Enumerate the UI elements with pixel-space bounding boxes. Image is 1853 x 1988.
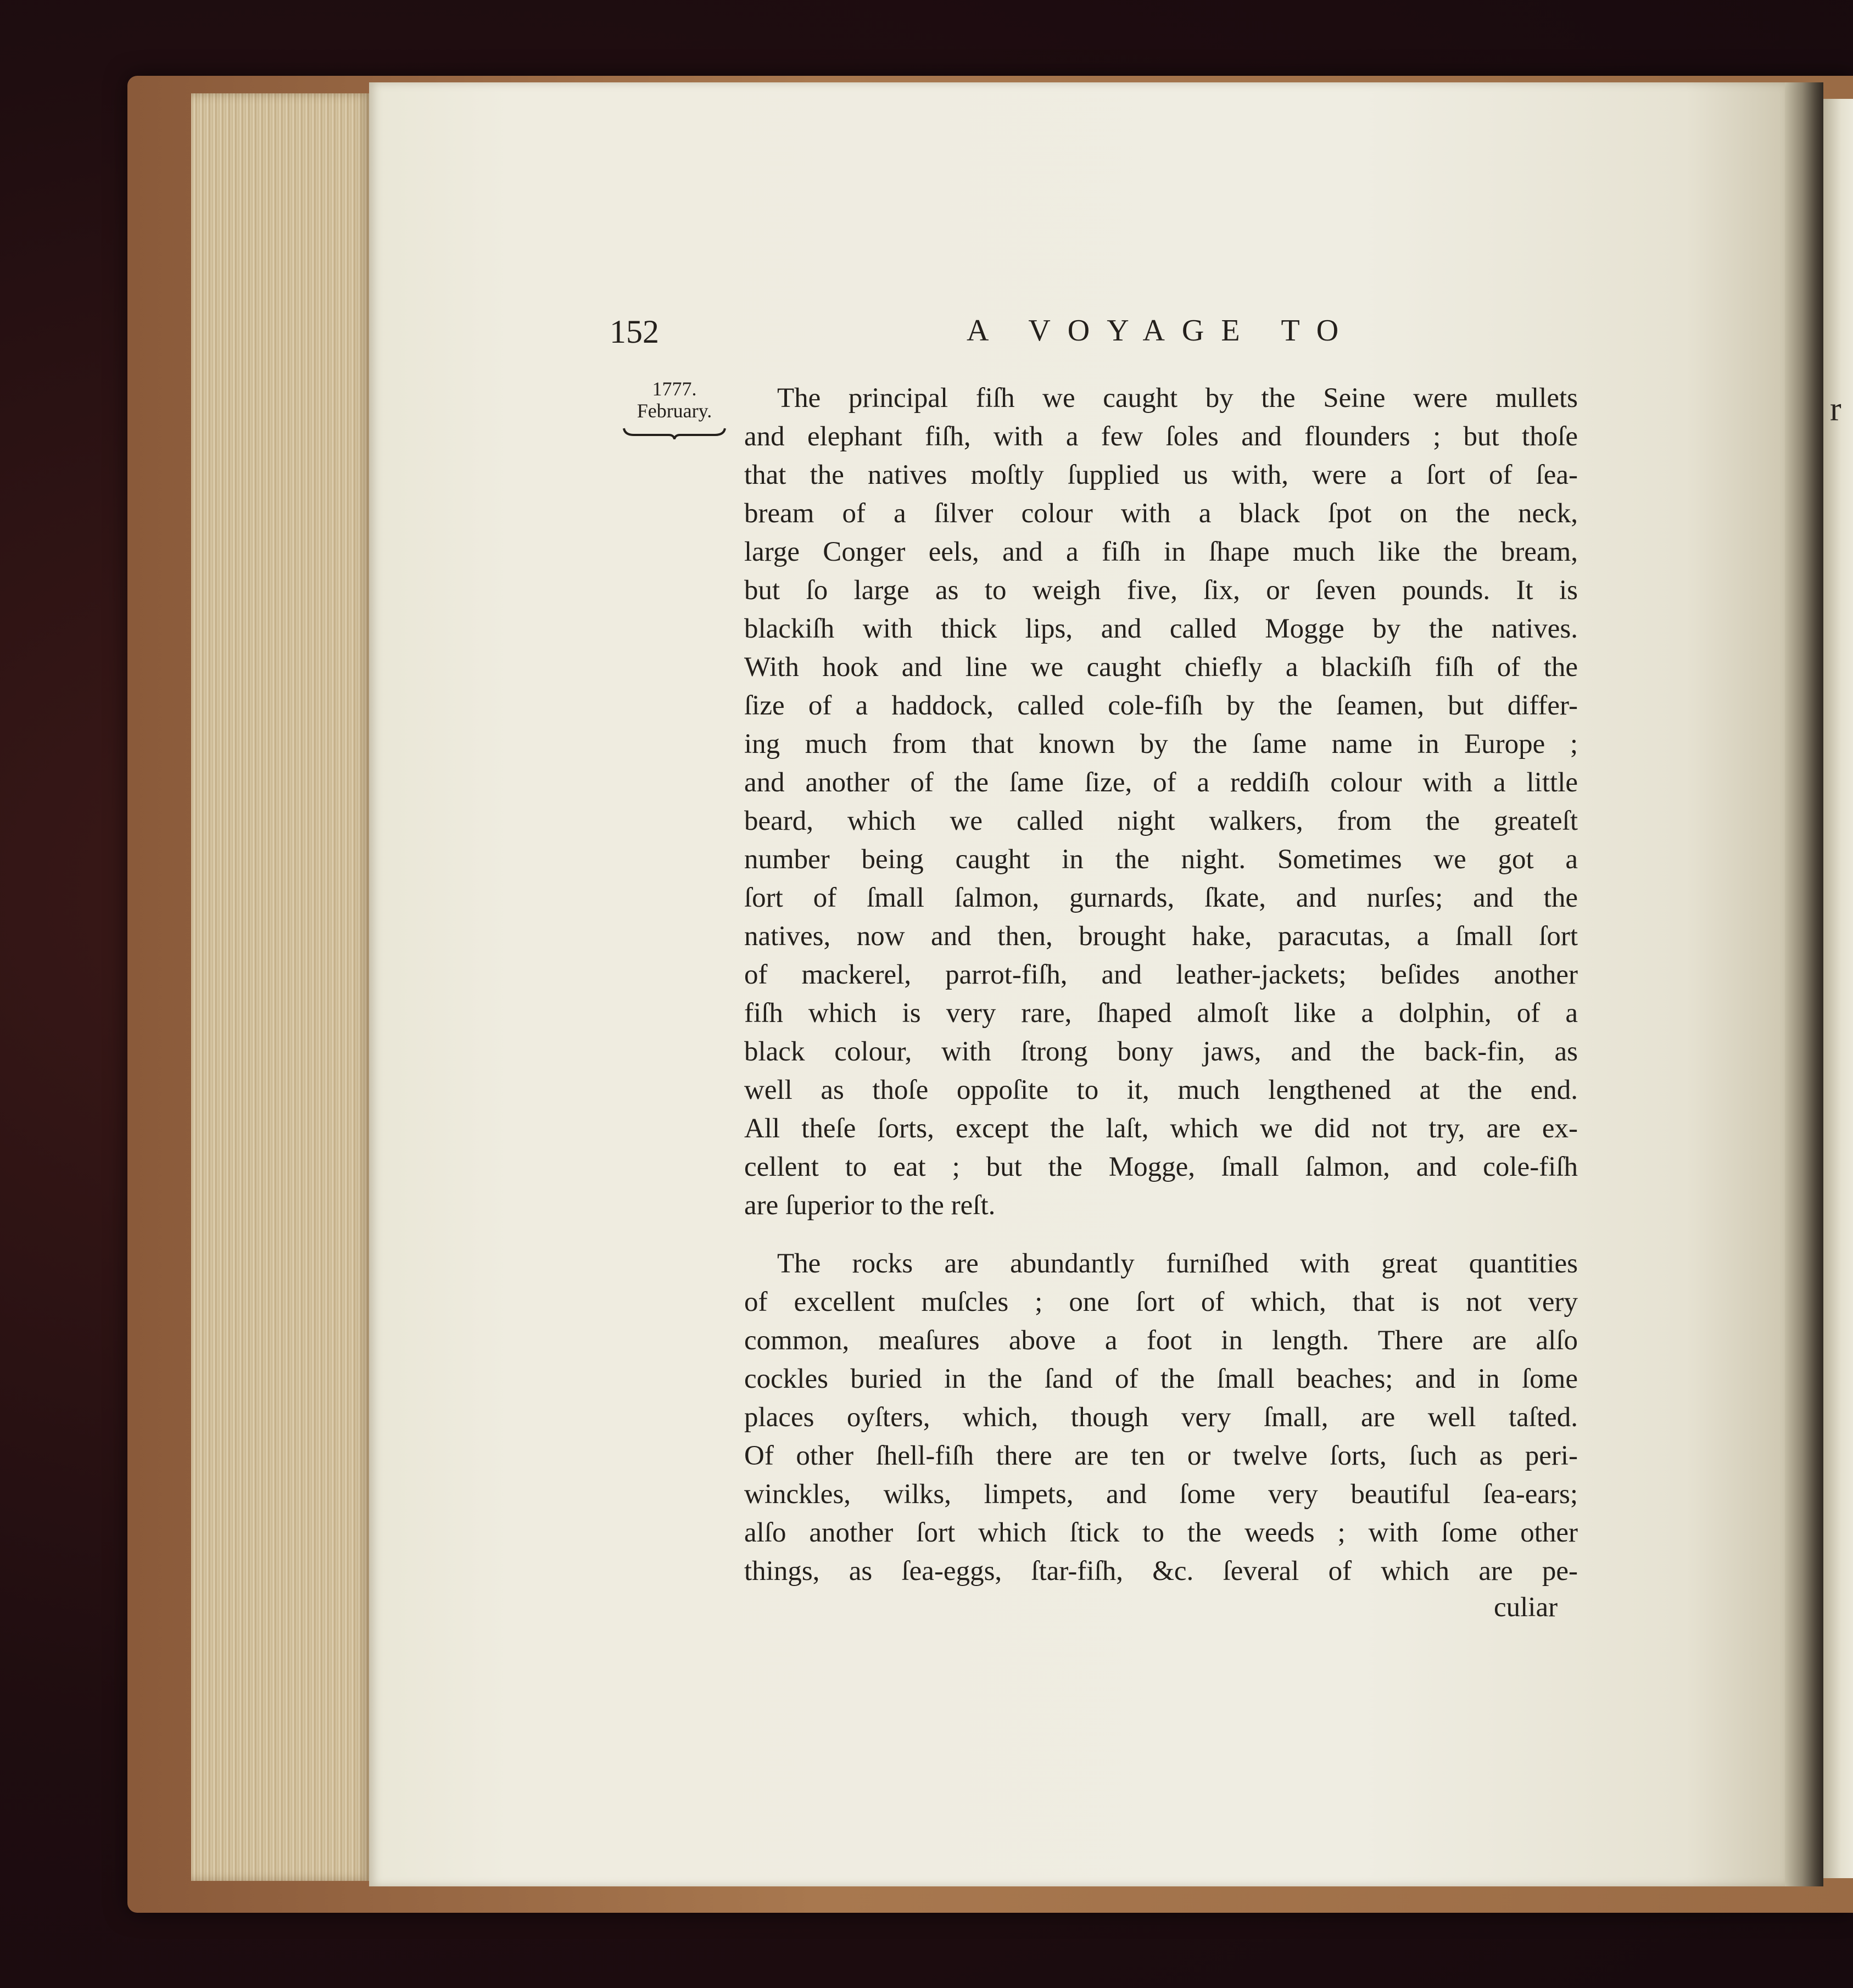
page-number: 152: [610, 314, 659, 350]
text-line: are ſuperior to the reſt.: [744, 1190, 996, 1221]
body-text: [744, 379, 1578, 1590]
margin-month: February.: [637, 400, 712, 422]
text-line: The principal fiſh we caught by the Seine were mullets: [777, 383, 1578, 414]
text-line: blackiſh with thick lips, and called Mogge by the natives.: [744, 613, 1578, 644]
paragraph-gap: [744, 1225, 1578, 1244]
text-line: cellent to eat ; but the Mogge, ſmall ſalmon, and cole-fiſh: [744, 1152, 1578, 1182]
text-line: fiſh which is very rare, ſhaped almoſt like a dolphin, of a: [744, 998, 1578, 1029]
catchword: culiar: [1494, 1592, 1558, 1623]
text-line: winckles, wilks, limpets, and ſome very beautiful ſea-ears;: [744, 1479, 1578, 1510]
text-line: With hook and line we caught chiefly a blackiſh fiſh of the: [744, 652, 1578, 683]
paragraph-1: [744, 379, 1578, 1225]
facing-page-edge: [1823, 99, 1853, 1878]
paragraph-2: [744, 1244, 1578, 1590]
book-gutter: [1785, 82, 1823, 1886]
margin-date-note: [619, 378, 729, 439]
text-line: large Conger eels, and a fiſh in ſhape much like the bream,: [744, 537, 1578, 567]
facing-page-glyph: r: [1830, 390, 1841, 428]
text-line: black colour, with ſtrong bony jaws, and the back-fin, as: [744, 1036, 1578, 1067]
text-line: ſort of ſmall ſalmon, gurnards, ſkate, and nurſes; and the: [744, 883, 1578, 913]
text-line: things, as ſea-eggs, ſtar-fiſh, &c. ſeveral of which are pe-: [744, 1556, 1578, 1587]
text-line: number being caught in the night. Sometimes we got a: [744, 844, 1578, 875]
text-line: ing much from that known by the ſame name in Europe ;: [744, 729, 1578, 760]
text-line: cockles buried in the ſand of the ſmall beaches; and in ſome: [744, 1364, 1578, 1394]
text-line: alſo another ſort which ſtick to the weeds ; with ſome other: [744, 1517, 1578, 1548]
text-line: Of other ſhell-fiſh there are ten or twelve ſorts, ſuch as peri-: [744, 1440, 1578, 1471]
text-line: All theſe ſorts, except the laſt, which we did not try, are ex-: [744, 1113, 1578, 1144]
text-line: The rocks are abundantly furniſhed with great quantities: [777, 1248, 1578, 1279]
margin-year: 1777.: [652, 378, 697, 400]
text-line: places oyſters, which, though very ſmall, are well taſted.: [744, 1402, 1578, 1433]
text-line: and elephant fiſh, with a few ſoles and flounders ; but thoſe: [744, 421, 1578, 452]
text-line: natives, now and then, brought hake, paracutas, a ſmall ſort: [744, 921, 1578, 952]
text-line: of mackerel, parrot-fiſh, and leather-jackets; beſides another: [744, 959, 1578, 990]
text-line: bream of a ſilver colour with a black ſpot on the neck,: [744, 498, 1578, 529]
brace-icon: [623, 427, 726, 439]
text-line: common, meaſures above a foot in length. There are alſo: [744, 1325, 1578, 1356]
text-line: ſize of a haddock, called cole-fiſh by the ſeamen, but differ-: [744, 690, 1578, 721]
text-line: well as thoſe oppoſite to it, much lengthened at the end.: [744, 1075, 1578, 1105]
text-line: beard, which we called night walkers, from the greateſt: [744, 806, 1578, 836]
page-block-edge: [191, 93, 372, 1881]
text-line: and another of the ſame ſize, of a reddiſh colour with a little: [744, 767, 1578, 798]
text-line: but ſo large as to weigh five, ſix, or ſeven pounds. It is: [744, 575, 1578, 606]
text-line: that the natives moſtly ſupplied us with, were a ſort of ſea-: [744, 460, 1578, 490]
running-head: A VOYAGE TO: [967, 314, 1356, 348]
text-line: of excellent muſcles ; one ſort of which, that is not very: [744, 1287, 1578, 1317]
